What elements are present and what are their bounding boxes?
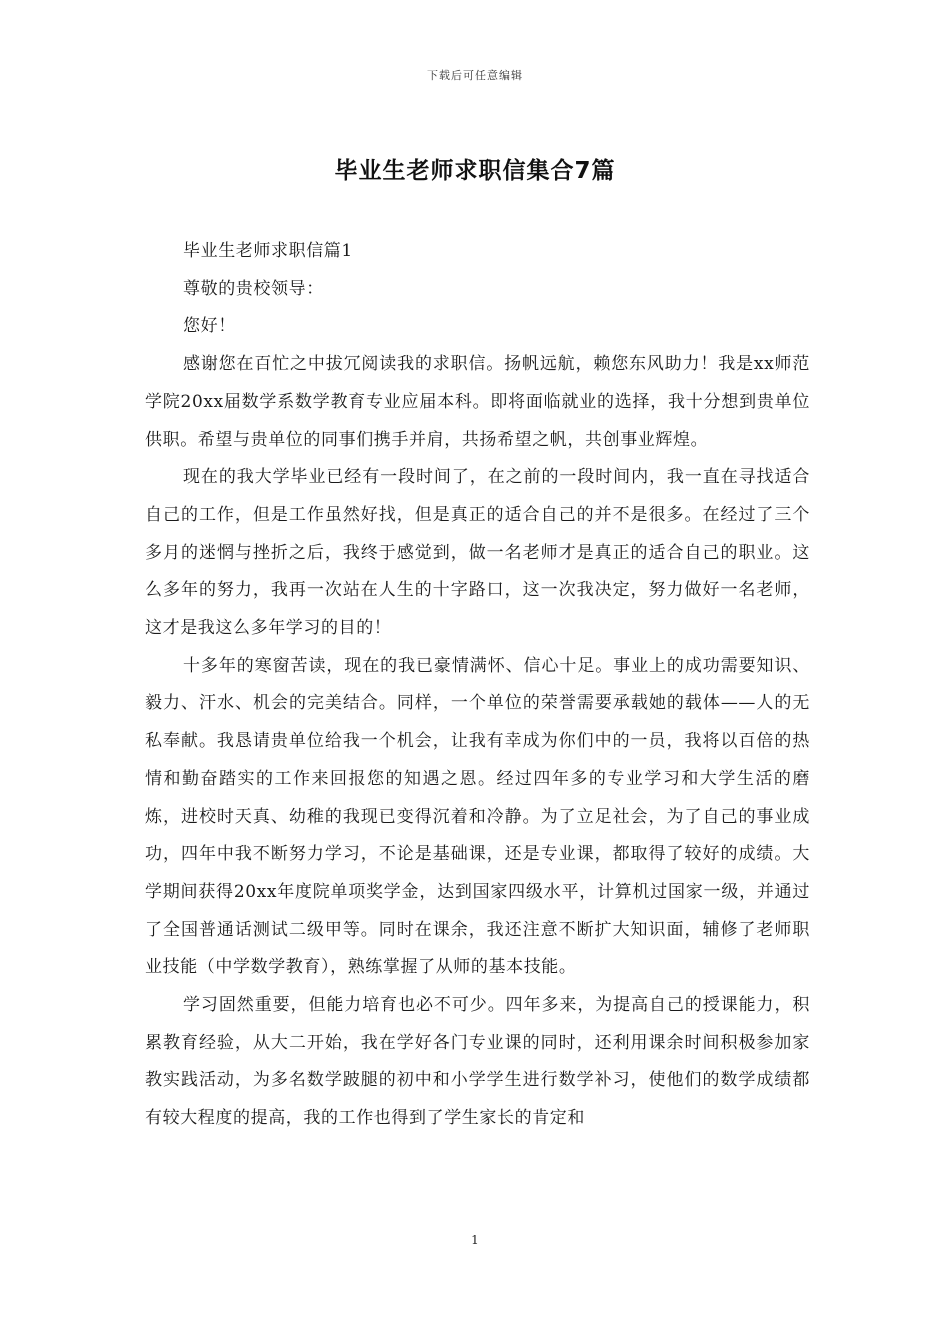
body-paragraph: 现在的我大学毕业已经有一段时间了，在之前的一段时间内，我一直在寻找适合自己的工作，但是工作虽然好找，但是真正的适合自己的并不是很多。在经过了三个多月的迷惘与挫折之后，我终于感觉到，做一名老师才是真正的适合自己的职业。这么多年的努力，我再一次站在人生的十字路口，这一次我决定，努力做好一名老师，这才是我这么多年学习的目的！ — [145, 467, 810, 639]
header-note: 下载后可任意编辑 — [427, 69, 523, 82]
body-paragraph: 学习固然重要，但能力培育也必不可少。四年多来，为提高自己的授课能力，积累教育经验，从大二开始，我在学好各门专业课的同时，还利用课余时间积极参加家教实践活动，为多名数学跛腿的初中和小学学生进行数学补习，使他们的数学成绩都有较大程度的提高，我的工作也得到了学生家长的肯定和 — [145, 995, 810, 1129]
greeting: 您好！ — [183, 316, 236, 337]
section-heading: 毕业生老师求职信篇1 — [183, 241, 353, 261]
body-paragraph: 感谢您在百忙之中拔冗阅读我的求职信。扬帆远航，赖您东风助力！我是xx师范学院20xx届数学系数学教育专业应届本科。即将面临就业的选择，我十分想到贵单位供职。希望与贵单位的同事们携手并肩，共扬希望之帆，共创事业辉煌。 — [145, 354, 810, 450]
body-paragraph: 十多年的寒窗苦读，现在的我已豪情满怀、信心十足。事业上的成功需要知识、毅力、汗水、机会的完美结合。同样，一个单位的荣誉需要承载她的载体——人的无私奉献。我恳请贵单位给我一个机会，让我有幸成为你们中的一员，我将以百倍的热情和勤奋踏实的工作来回报您的知遇之恩。经过四年多的专业学习和大学生活的磨炼，进校时天真、幼稚的我现已变得沉着和冷静。为了立足社会，为了自己的事业成功，四年中我不断努力学习，不论是基础课，还是专业课，都取得了较好的成绩。大学期间获得20xx年度院单项奖学金，达到国家四级水平，计算机过国家一级，并通过了全国普通话测试二级甲等。同时在课余，我还注意不断扩大知识面，辅修了老师职业技能（中学数学教育），熟练掌握了从师的基本技能。 — [145, 655, 810, 978]
document-title: 毕业生老师求职信集合7篇 — [334, 158, 616, 184]
salutation: 尊敬的贵校领导： — [183, 278, 324, 299]
document-body — [145, 233, 810, 1138]
page-number: 1 — [471, 1233, 479, 1247]
